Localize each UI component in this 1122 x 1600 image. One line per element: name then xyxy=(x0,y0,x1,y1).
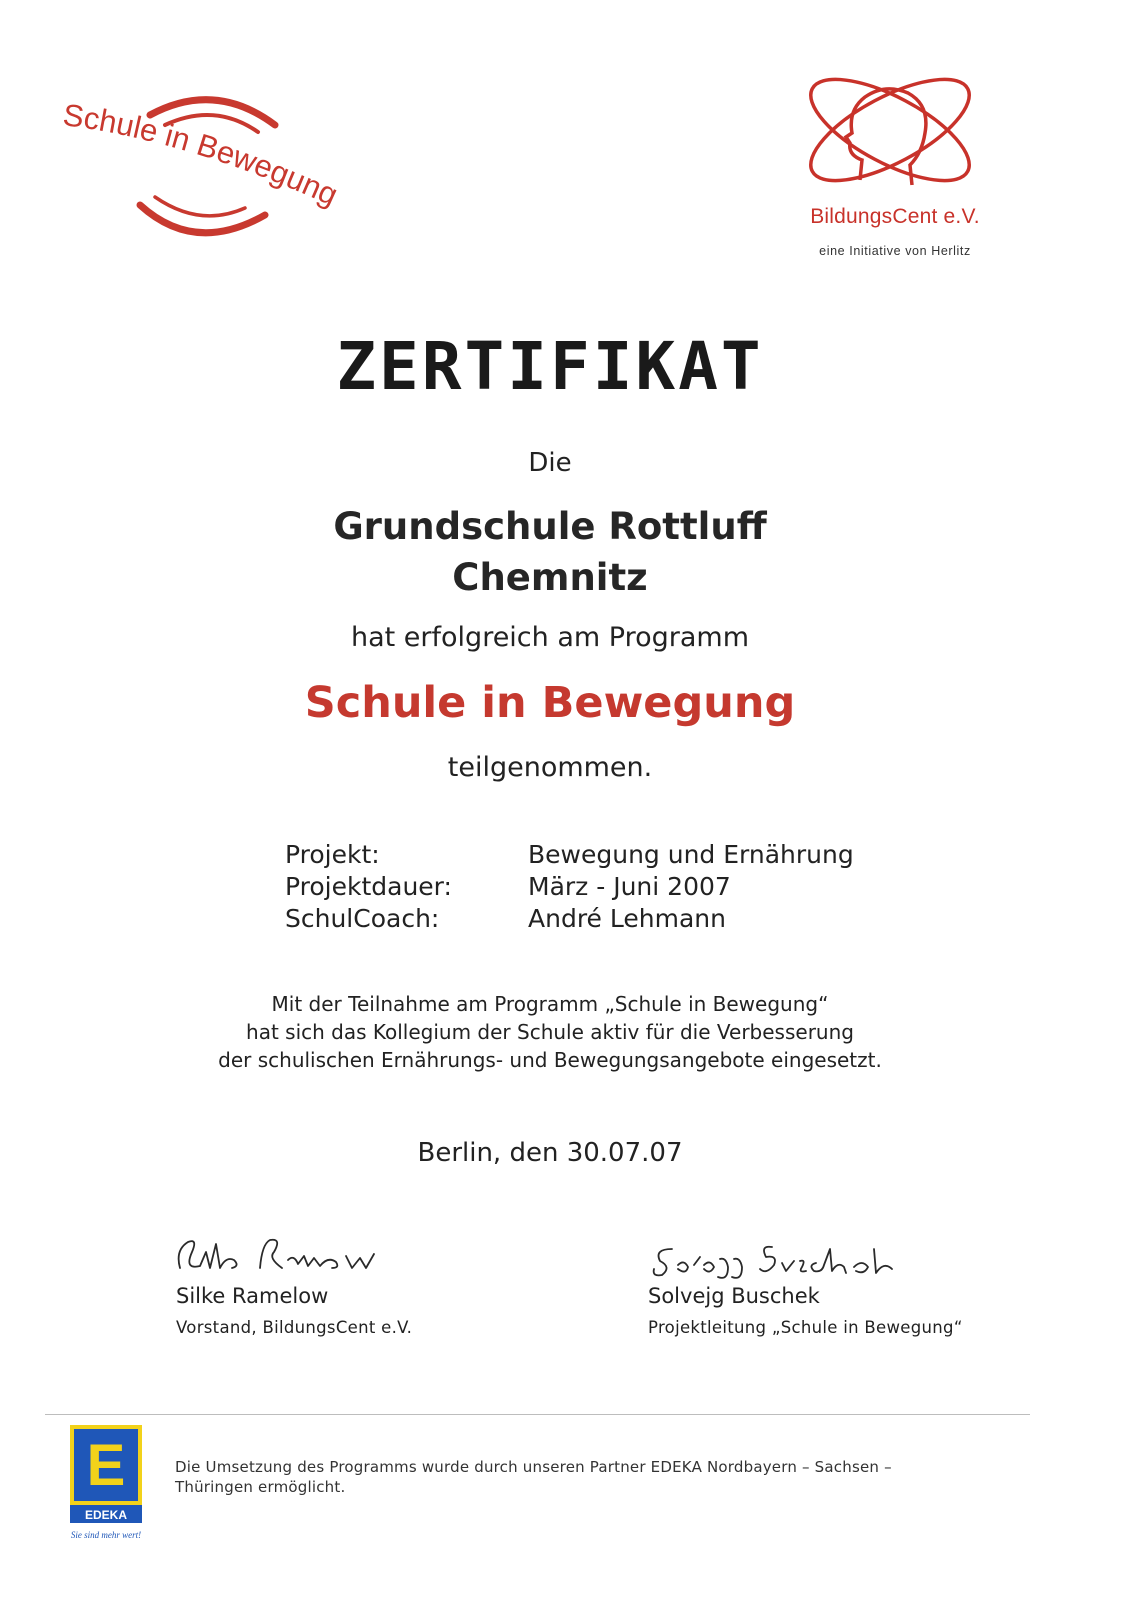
footer-line: Die Umsetzung des Programms wurde durch unseren Partner EDEKA Nordbayern – Sachsen – xyxy=(175,1458,892,1476)
note-line: hat sich das Kollegium der Schule aktiv für die Verbesserung xyxy=(246,1020,854,1044)
place-date: Berlin, den 30.07.07 xyxy=(417,1138,683,1168)
signer-name: Silke Ramelow xyxy=(176,1284,329,1308)
school-city: Chemnitz xyxy=(452,556,648,599)
note-line: Mit der Teilnahme am Programm „Schule in Bewegung“ xyxy=(271,992,829,1016)
taken-part-text: teilgenommen. xyxy=(447,752,653,783)
edeka-slogan: Sie sind mehr wert! xyxy=(70,1530,142,1540)
footer-divider xyxy=(45,1414,1030,1415)
detail-label-project: Projekt: xyxy=(285,840,380,869)
detail-label-duration: Projektdauer: xyxy=(285,872,452,901)
detail-value-duration: März - Juni 2007 xyxy=(528,872,731,901)
signature-ramelow-icon xyxy=(170,1230,390,1280)
bildungscent-org-name: BildungsCent e.V. xyxy=(810,205,980,228)
detail-value-coach: André Lehmann xyxy=(528,904,726,933)
program-name: Schule in Bewegung xyxy=(304,678,796,728)
certificate-title: ZERTIFIKAT xyxy=(336,328,764,405)
participation-text: hat erfolgreich am Programm xyxy=(350,622,749,653)
school-name: Grundschule Rottluff xyxy=(333,505,767,548)
signer-role: Vorstand, BildungsCent e.V. xyxy=(176,1318,413,1337)
signature-buschek-icon xyxy=(648,1235,908,1285)
intro-text: Die xyxy=(528,448,572,478)
edeka-logo-icon xyxy=(70,1425,142,1553)
signer-name: Solvejg Buschek xyxy=(648,1284,820,1308)
bildungscent-atom-head-logo-icon xyxy=(790,55,1010,270)
detail-value-project: Bewegung und Ernährung xyxy=(528,840,854,869)
signer-role: Projektleitung „Schule in Bewegung“ xyxy=(648,1318,963,1337)
edeka-label: EDEKA xyxy=(84,1508,128,1522)
detail-label-coach: SchulCoach: xyxy=(285,904,440,933)
logo-left-text: Schule in Bewegung xyxy=(60,97,344,213)
bildungscent-tagline: eine Initiative von Herlitz xyxy=(819,244,971,258)
note-line: der schulischen Ernährungs- und Bewegungsangebote eingesetzt. xyxy=(218,1048,882,1072)
edeka-letter: E xyxy=(86,1433,126,1498)
footer-line: Thüringen ermöglicht. xyxy=(175,1478,346,1496)
schule-in-bewegung-logo-icon xyxy=(40,70,370,260)
